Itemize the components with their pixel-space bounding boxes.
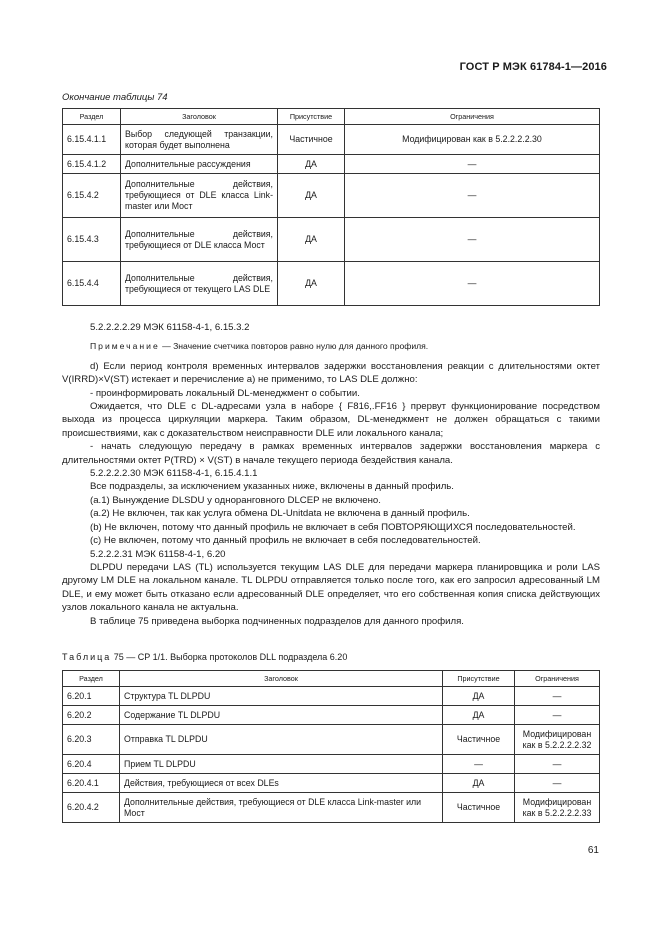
presence-cell: — [443,755,515,774]
limits-cell: — [345,155,600,174]
paragraph: (c) Не включен, потому что данный профиль не включает в себя последовательностей. [90,535,481,547]
table-75 [62,670,600,823]
table-row [63,174,600,218]
presence-cell: Частичное [443,793,515,823]
limits-cell: — [515,706,600,725]
presence-cell: ДА [278,155,345,174]
column-header: Ограничения [515,671,600,687]
table-header-row [63,671,600,687]
presence-cell: ДА [278,262,345,306]
table-74 [62,108,600,306]
note [62,340,600,353]
paragraph: 5.2.2.2.2.29 МЭК 61158-4-1, 6.15.3.2 [90,322,250,333]
column-header: Заголовок [120,671,443,687]
paragraph: Ожидается, что DLE с DL-адресами узла в наборе { F816,.FF16 } прервут функционирование посредством выхода из процесса циркуляции маркера. Таким образом, DL-менеджмент не должен обращаться с такими происшествиями, как с доказательством неисправности DLE или локального канала; [62,401,600,439]
paragraph: (a.1) Вынуждение DLSDU у одноранговного DLCEP не включено. [90,494,381,506]
title-cell: Действия, требующиеся от всех DLEs [120,774,443,793]
table-row [63,755,600,774]
table-row [63,725,600,755]
paragraph: 5.2.2.2.2.30 МЭК 61158-4-1, 6.15.4.1.1 [90,468,258,480]
column-header: Заголовок [121,109,278,125]
table-row [63,218,600,262]
section-cell: 6.15.4.4 [63,262,121,306]
limits-cell: — [515,755,600,774]
presence-cell: ДА [443,687,515,706]
section-cell: 6.20.3 [63,725,120,755]
title-cell: Дополнительные действия, требующиеся от текущего LAS DLE [121,262,278,306]
presence-cell: Частичное [443,725,515,755]
title-cell: Структура TL DLPDU [120,687,443,706]
table-row [63,793,600,823]
limits-cell: Модифицирован как в 5.2.2.2.2.30 [345,125,600,155]
section-cell: 6.20.4 [63,755,120,774]
paragraph: (a.2) Не включен, так как услуга обмена DL-Unitdata не включена в данный профиль. [90,508,470,520]
presence-cell: ДА [278,218,345,262]
section-cell: 6.15.4.1.2 [63,155,121,174]
table-row [63,125,600,155]
section-cell: 6.15.4.2 [63,174,121,218]
title-cell: Дополнительные действия, требующиеся от DLE класса Link-master или Мост [120,793,443,823]
column-header: Присутствие [443,671,515,687]
title-cell: Выбор следующей транзакции, которая будет выполнена [121,125,278,155]
section-cell: 6.20.1 [63,687,120,706]
title-cell: Дополнительные рассуждения [121,155,278,174]
title-cell: Прием TL DLPDU [120,755,443,774]
limits-cell: — [515,687,600,706]
column-header: Присутствие [278,109,345,125]
paragraph: (b) Не включен, потому что данный профиль не включает в себя ПОВТОРЯЮЩИХСЯ последовательностей. [90,521,576,533]
note-text: — Значение счетчика повторов равно нулю для данного профиля. [159,341,429,352]
paragraph: В таблице 75 приведена выборка подчиненных подразделов для данного профиля. [90,615,464,627]
caption-label: Таблица [62,652,112,662]
section-cell: 6.15.4.1.1 [63,125,121,155]
section-cell: 6.20.4.2 [63,793,120,823]
paragraph: 5.2.2.2.31 МЭК 61158-4-1, 6.20 [90,548,226,560]
table-row [63,774,600,793]
section-cell: 6.15.4.3 [63,218,121,262]
section-cell: 6.20.4.1 [63,774,120,793]
presence-cell: ДА [443,706,515,725]
column-header: Ограничения [345,109,600,125]
page-number: 61 [587,845,599,856]
title-cell: Дополнительные действия, требующиеся от DLE класса Link-master или Мост [121,174,278,218]
presence-cell: Частичное [278,125,345,155]
column-header: Раздел [63,671,120,687]
paragraph: - начать следующую передачу в рамках временных интервалов задержки восстановления маркера с длительностями октет P(TRD) × V(ST) в начале текущего периода бездействия канала. [62,441,600,466]
limits-cell: — [345,174,600,218]
paragraph: d) Если период контроля временных интервалов задержки восстановления реакции с длительностями октет V(IRRD)×V(ST) истекает и перечисление а) не применимо, то LAS DLE должно: [62,360,600,386]
document-id: ГОСТ Р МЭК 61784-1—2016 [459,61,607,73]
table-row [63,155,600,174]
title-cell: Отправка TL DLPDU [120,725,443,755]
title-cell: Дополнительные действия, требующиеся от DLE класса Мост [121,218,278,262]
limits-cell: Модифицирован как в 5.2.2.2.2.32 [515,725,600,755]
limits-cell: — [515,774,600,793]
limits-cell: Модифицирован как в 5.2.2.2.2.33 [515,793,600,823]
table-header-row [63,109,600,125]
presence-cell: ДА [443,774,515,793]
column-header: Раздел [63,109,121,125]
title-cell: Содержание TL DLPDU [120,706,443,725]
table-row [63,262,600,306]
body-text [62,321,600,628]
caption-text: 75 — CP 1/1. Выборка протоколов DLL подраздела 6.20 [111,652,348,662]
note-label: Примечание [90,341,160,352]
table-75-caption [62,652,347,662]
presence-cell: ДА [278,174,345,218]
limits-cell: — [345,218,600,262]
table-row [63,687,600,706]
section-cell: 6.20.2 [63,706,120,725]
paragraph: DLPDU передачи LAS (TL) используется текущим LAS DLE для передачи маркера планировщика и роли LAS другому LM DLE на локальном канале. TL DLPDU отправляется только после того, как его запросил адресованный LM DLE, и ему может быть отказано если адресованный DLE определяет, что его собственная копия списка действующих узлов локального канала не актуальна. [62,561,600,614]
paragraph: Все подразделы, за исключением указанных ниже, включены в данный профиль. [90,481,454,493]
limits-cell: — [345,262,600,306]
table-row [63,706,600,725]
paragraph: - проинформировать локальный DL-менеджмент о событии. [90,387,360,399]
table-74-caption: Окончание таблицы 74 [62,92,168,103]
